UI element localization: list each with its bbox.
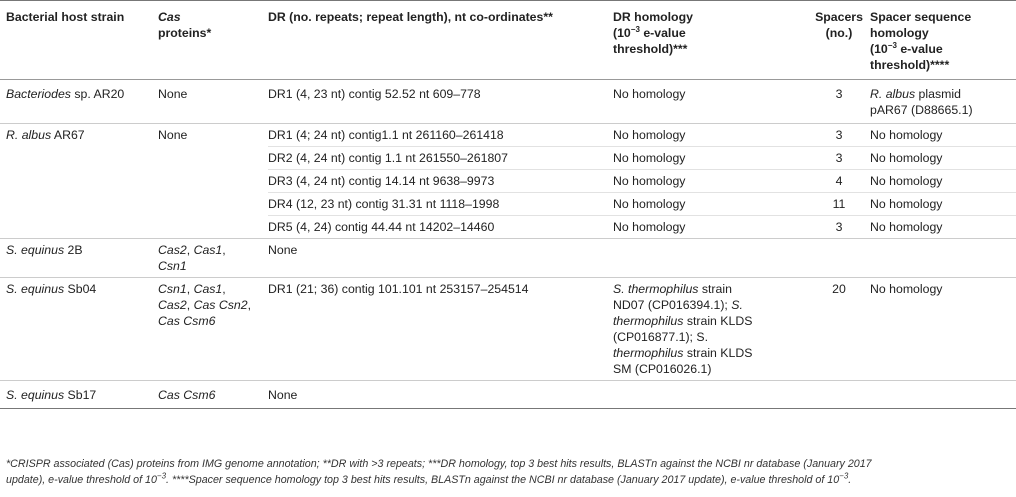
cell-strain: S. equinus Sb04	[0, 278, 158, 381]
cell-dr-homology: No homology	[613, 216, 808, 239]
cell-spacers: 3	[835, 128, 843, 142]
header-strain: Bacterial host strain	[0, 1, 158, 80]
cell-spacers: 11	[808, 193, 870, 216]
cell-cas: None	[158, 80, 268, 124]
cell-dr: DR2 (4, 24 nt) contig 1.1 nt 261550–261807	[268, 147, 613, 170]
cell-cas: Csn1, Cas1, Cas2, Cas Csn2, Cas Csm6	[158, 278, 268, 381]
cell-dr: DR1 (4; 24 nt) contig1.1 nt 261160–261418	[268, 128, 504, 142]
cell-strain: Bacteriodes sp. AR20	[0, 80, 158, 124]
table-footnote	[6, 456, 1010, 488]
cell-spacer-homology: No homology	[870, 193, 1016, 216]
cell-dr: None	[268, 239, 613, 278]
cell-dr-homology: No homology	[613, 147, 808, 170]
header-dr-homology: DR homology ($10^{-3}$ e-value threshold)***	[613, 1, 808, 80]
header-dr: DR (no. repeats; repeat length), nt co-ordinates**	[268, 1, 613, 80]
cell-dr: DR4 (12, 23 nt) contig 31.31 nt 1118–1998	[268, 193, 613, 216]
table-row	[0, 193, 1016, 216]
cell-dr-homology: No homology	[613, 193, 808, 216]
cell-dr-homology: No homology	[613, 80, 808, 124]
cell-spacers: 20	[808, 278, 870, 381]
cell-spacer-homology: No homology	[870, 278, 1016, 381]
table-row	[0, 216, 1016, 239]
cell-dr-homology: No homology	[613, 170, 808, 193]
table-row	[0, 147, 1016, 170]
cell-strain: S. equinus Sb17	[0, 381, 158, 409]
table-header	[0, 1, 1016, 80]
header-cas: Cas proteins*	[158, 1, 268, 80]
table-row	[0, 80, 1016, 124]
cell-cas: Cas2, Cas1, Csn1	[158, 239, 268, 278]
cell-dr: DR3 (4, 24 nt) contig 14.14 nt 9638–9973	[268, 170, 613, 193]
cell-dr: DR5 (4, 24) contig 44.44 nt 14202–14460	[268, 216, 613, 239]
cell-dr: DR1 (21; 36) contig 101.101 nt 253157–254514	[268, 278, 613, 381]
table-row	[0, 170, 1016, 193]
footnote-line: *CRISPR associated (Cas) proteins from IMG genome annotation; **DR with >3 repeats; ***DR homology, top 3 best hits results, BLASTn against the NCBI nr database (January 2017	[6, 458, 872, 470]
cell-spacers: 3	[808, 80, 870, 124]
cell-spacers: 4	[808, 170, 870, 193]
table-row	[0, 278, 1016, 381]
cell-spacer-homology: No homology	[870, 216, 1016, 239]
header-spacer-homology: Spacer sequence homology ($10^{-3}$ e-value threshold)****	[870, 1, 1016, 80]
table-body	[0, 80, 1016, 409]
cell-spacer-homology: No homology	[870, 128, 943, 142]
cell-spacer-homology: No homology	[870, 147, 1016, 170]
cell-spacer-homology: R. albus plasmid pAR67 (D88665.1)	[870, 80, 1016, 124]
header-spacers: Spacers (no.)	[808, 1, 870, 80]
footnote-line: update), e-value threshold of $10^{-3}$. ****Spacer sequence homology top 3 best hits results, BLASTn against the NCBI nr database (January 2017 update), e-value threshold of $10^{-3}$.	[6, 471, 852, 486]
table-row	[0, 381, 1016, 409]
cell-cas: None	[158, 128, 188, 142]
cell-dr-homology: S. thermophilus strain ND07 (CP016394.1); S. thermophilus strain KLDS (CP016877.1); S. thermophilus strain KLDS SM (CP016026.1)	[613, 278, 808, 381]
table-row	[0, 239, 1016, 278]
cell-strain: R. albus AR67	[6, 128, 85, 142]
cell-spacer-homology: No homology	[870, 170, 1016, 193]
table-row	[0, 124, 1016, 147]
cell-spacers: 3	[808, 216, 870, 239]
cell-dr: DR1 (4, 23 nt) contig 52.52 nt 609–778	[268, 80, 613, 124]
cell-strain: S. equinus 2B	[0, 239, 158, 278]
cell-dr: None	[268, 381, 613, 409]
cell-dr-homology: No homology	[613, 128, 686, 142]
cell-spacers: 3	[808, 147, 870, 170]
cell-cas: Cas Csm6	[158, 381, 268, 409]
